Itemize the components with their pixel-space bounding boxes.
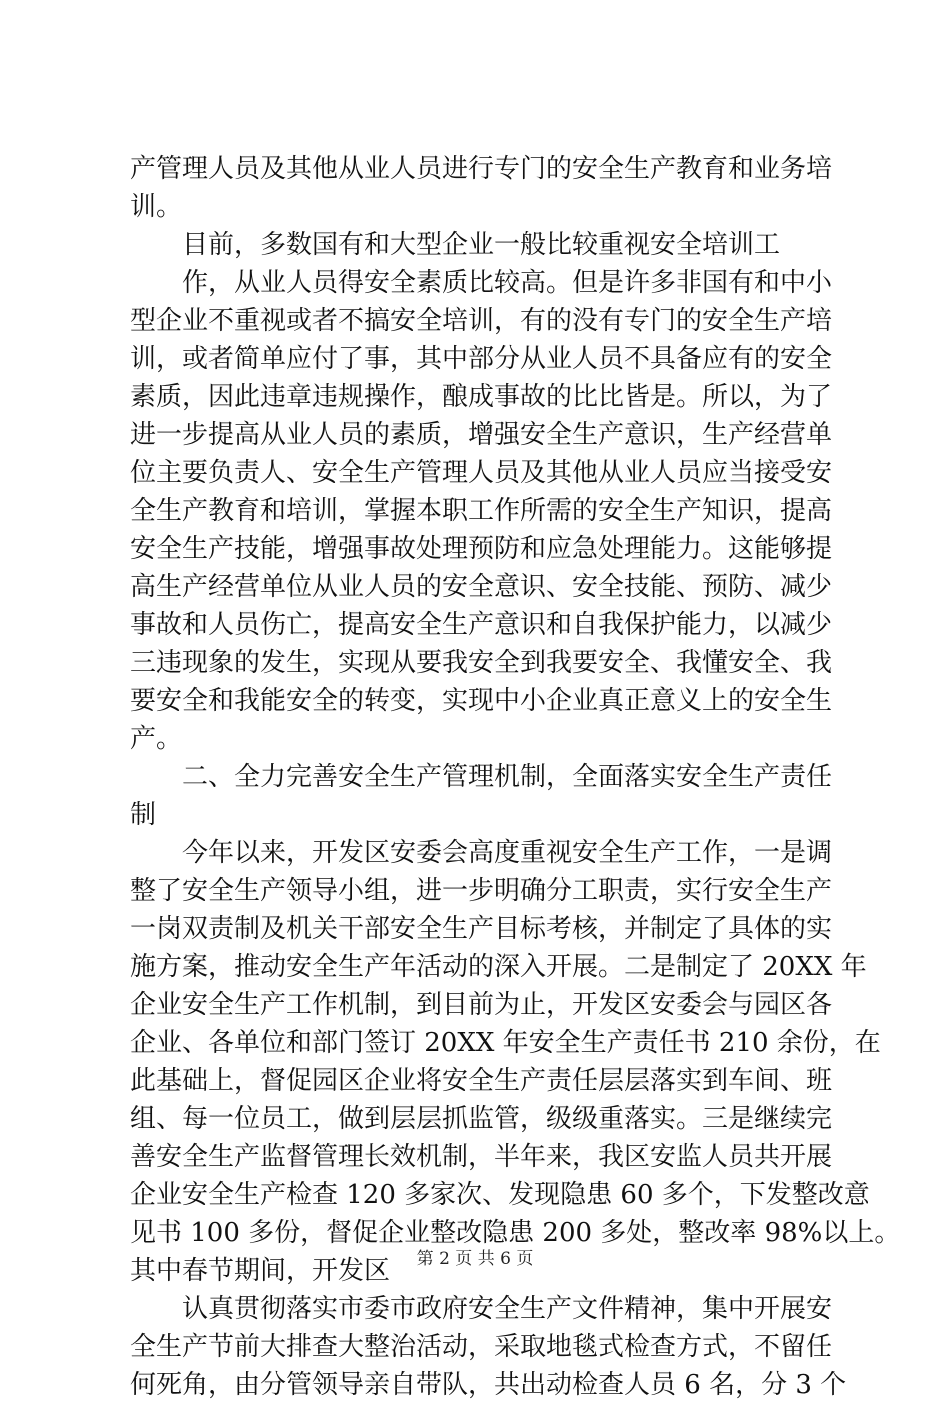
text-line: 整了安全生产领导小组，进一步明确分工职责，实行安全生产: [130, 876, 833, 906]
text-line: 产管理人员及其他从业人员进行专门的安全生产教育和业务培: [130, 154, 833, 184]
text-line: 安全生产技能，增强事故处理预防和应急处理能力。这能够提: [130, 534, 833, 564]
section-heading-continued: 制: [130, 800, 157, 830]
text-line: 事故和人员伤亡，提高安全生产意识和自我保护能力，以减少: [130, 610, 833, 640]
paragraph-start: 今年以来，开发区安委会高度重视安全生产工作，一是调: [182, 838, 833, 868]
text-line: 作，从业人员得安全素质比较高。但是许多非国有和中小: [182, 268, 833, 298]
text-line: 进一步提高从业人员的素质，增强安全生产意识，生产经营单: [130, 420, 833, 450]
text-line: 位主要负责人、安全生产管理人员及其他从业人员应当接受安: [130, 458, 833, 488]
text-line: 企业安全生产工作机制，到目前为止，开发区安委会与园区各: [130, 990, 833, 1020]
text-line: 高生产经营单位从业人员的安全意识、安全技能、预防、减少: [130, 572, 833, 602]
text-line: 组、每一位员工，做到层层抓监管，级级重落实。三是继续完: [130, 1104, 833, 1134]
paragraph-start: 认真贯彻落实市委市政府安全生产文件精神，集中开展安: [182, 1294, 833, 1324]
text-line: 型企业不重视或者不搞安全培训，有的没有专门的安全生产培: [130, 306, 833, 336]
text-line: 全生产节前大排查大整治活动，采取地毯式检查方式，不留任: [130, 1332, 833, 1362]
page-number-footer: 第 2 页 共 6 页: [416, 1249, 534, 1269]
text-line: 施方案，推动安全生产年活动的深入开展。二是制定了 20XX 年: [130, 952, 867, 982]
text-line: 见书 100 多份，督促企业整改隐患 200 多处，整改率 98%以上。: [130, 1218, 901, 1248]
text-line: 训。: [130, 192, 183, 222]
text-line: 产。: [130, 724, 183, 754]
document-body: [130, 150, 901, 1404]
text-line: 企业安全生产检查 120 多家次、发现隐患 60 多个，下发整改意: [130, 1180, 870, 1210]
text-line: 其中春节期间，开发区: [130, 1256, 391, 1286]
text-line: 三违现象的发生，实现从要我安全到我要安全、我懂安全、我: [130, 648, 833, 678]
section-heading: 二、全力完善安全生产管理机制，全面落实安全生产责任: [182, 762, 833, 792]
text-line: 此基础上，督促园区企业将安全生产责任层层落实到车间、班: [130, 1066, 833, 1096]
text-line: 何死角，由分管领导亲自带队，共出动检查人员 6 名，分 3 个: [130, 1370, 847, 1400]
text-line: 一岗双责制及机关干部安全生产目标考核，并制定了具体的实: [130, 914, 833, 944]
text-line: 要安全和我能安全的转变，实现中小企业真正意义上的安全生: [130, 686, 833, 716]
paragraph-start: 目前，多数国有和大型企业一般比较重视安全培训工: [182, 230, 781, 260]
text-line: 全生产教育和培训，掌握本职工作所需的安全生产知识，提高: [130, 496, 833, 526]
text-line: 善安全生产监督管理长效机制，半年来，我区安监人员共开展: [130, 1142, 833, 1172]
text-line: 素质，因此违章违规操作，酿成事故的比比皆是。所以，为了: [130, 382, 833, 412]
text-line: 训，或者简单应付了事，其中部分从业人员不具备应有的安全: [130, 344, 833, 374]
text-line: 企业、各单位和部门签订 20XX 年安全生产责任书 210 余份，在: [130, 1028, 881, 1058]
